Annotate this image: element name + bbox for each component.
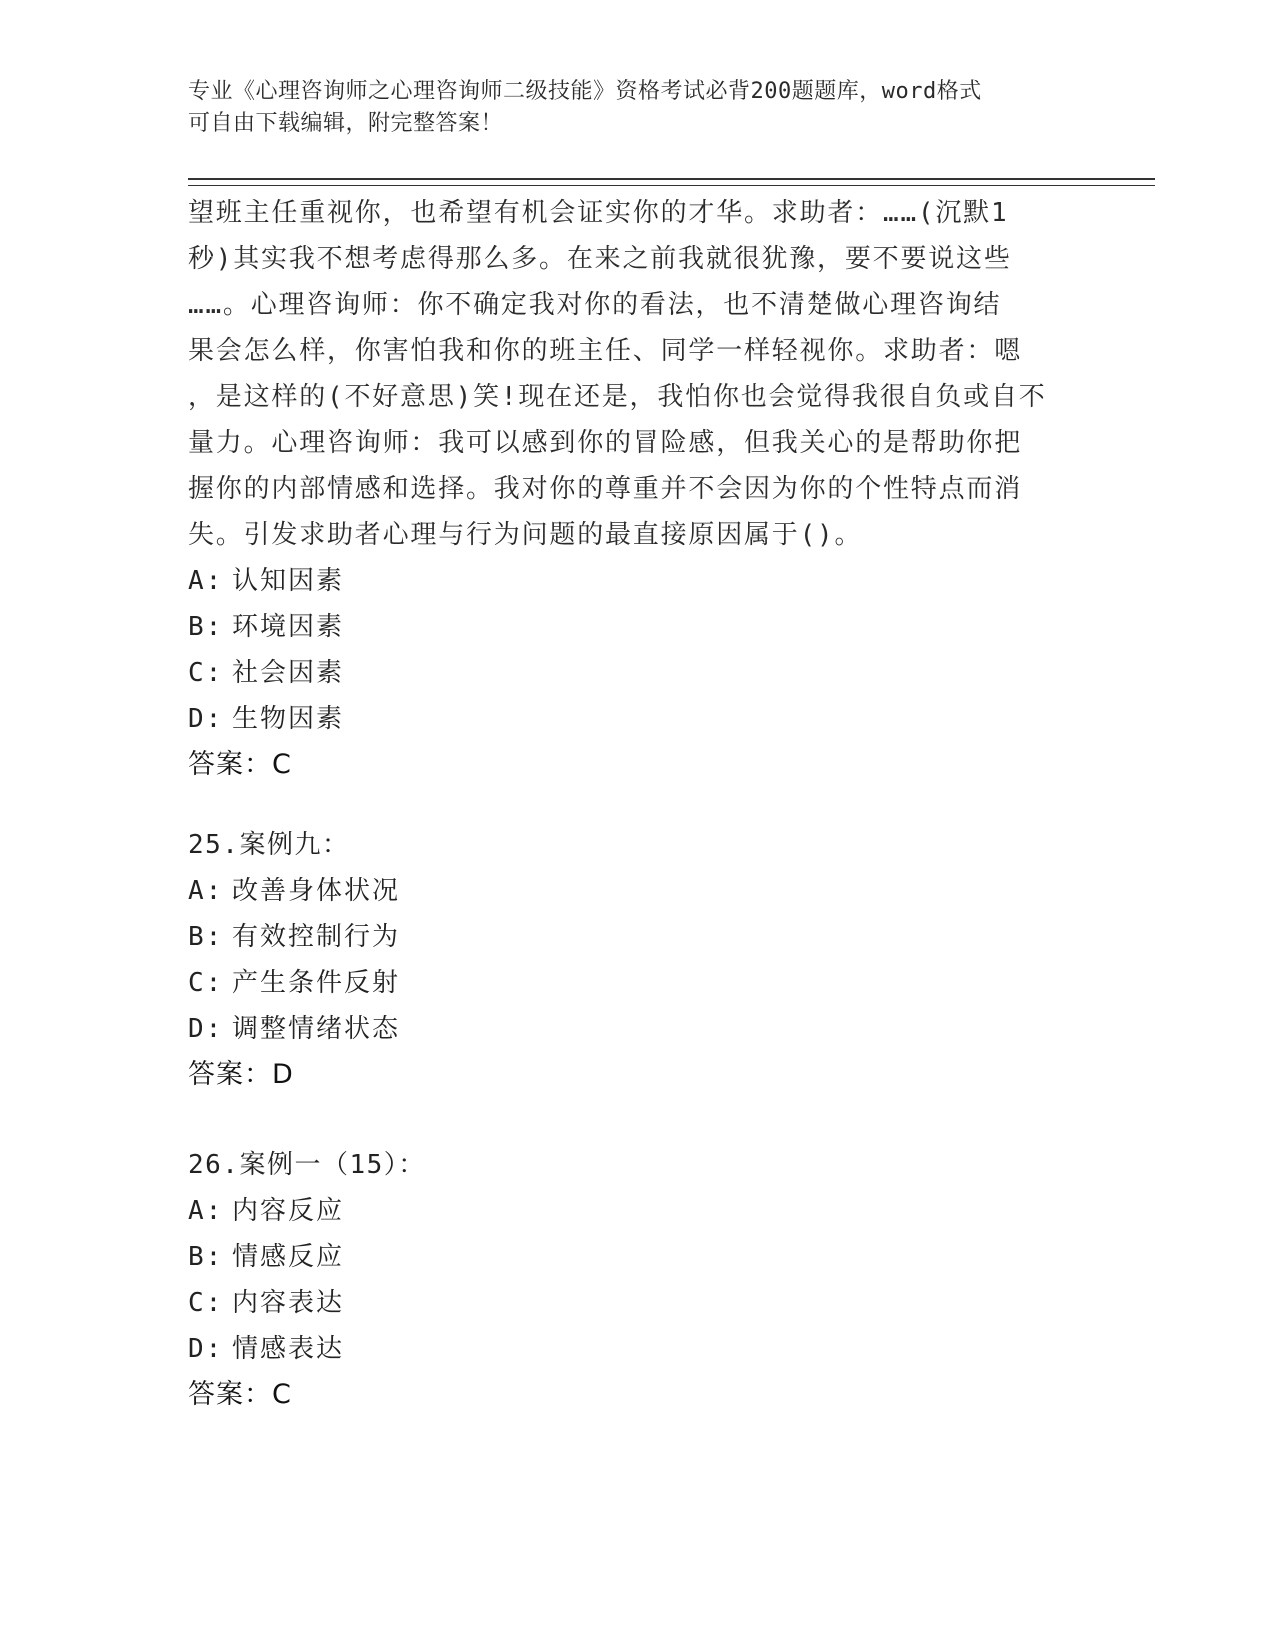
header-divider: [188, 178, 1155, 186]
stem-line: 握你的内部情感和选择。我对你的尊重并不会因为你的个性特点而消: [188, 474, 1023, 504]
header-line-2: 可自由下载编辑，附完整答案！: [188, 111, 504, 136]
option-letter: B:: [188, 612, 224, 642]
option-text: 内容表达: [232, 1288, 345, 1318]
option-text: 内容反应: [232, 1196, 345, 1226]
answer: 答案：C: [188, 749, 292, 780]
stem-line: 失。引发求助者心理与行为问题的最直接原因属于()。: [188, 520, 863, 550]
option-letter: D:: [188, 1334, 224, 1364]
option-a: [188, 1188, 788, 1234]
option-text: 生物因素: [232, 704, 345, 734]
option-letter: A:: [188, 1196, 224, 1226]
option-d: [188, 1326, 788, 1372]
option-letter: D:: [188, 704, 224, 734]
option-b: [188, 604, 788, 650]
option-b: [188, 1234, 788, 1280]
page-header: [188, 76, 1068, 140]
option-text: 情感表达: [232, 1334, 345, 1364]
question-title: 25.案例九：: [188, 830, 350, 860]
stem-line: ……。心理咨询师：你不确定我对你的看法，也不清楚做心理咨询结: [188, 290, 1002, 320]
option-letter: A:: [188, 566, 224, 596]
option-text: 情感反应: [232, 1242, 345, 1272]
header-line-1: 专业《心理咨询师之心理咨询师二级技能》资格考试必背200题题库，word格式: [188, 79, 982, 104]
option-text: 有效控制行为: [232, 922, 401, 952]
question-26: [188, 1142, 788, 1418]
stem-line: 量力。心理咨询师：我可以感到你的冒险感，但我关心的是帮助你把: [188, 428, 1023, 458]
option-text: 环境因素: [232, 612, 345, 642]
option-d: [188, 696, 788, 742]
stem-line: 秒)其实我不想考虑得那么多。在来之前我就很犹豫，要不要说这些: [188, 244, 1012, 274]
option-letter: C:: [188, 1288, 224, 1318]
option-letter: C:: [188, 658, 224, 688]
option-letter: A:: [188, 876, 224, 906]
question-24-stem: [188, 190, 1088, 558]
question-25: [188, 822, 788, 1098]
option-text: 社会因素: [232, 658, 345, 688]
option-text: 产生条件反射: [232, 968, 401, 998]
stem-line: 果会怎么样，你害怕我和你的班主任、同学一样轻视你。求助者：嗯: [188, 336, 1023, 366]
option-c: [188, 960, 788, 1006]
option-c: [188, 650, 788, 696]
stem-line: 望班主任重视你，也希望有机会证实你的才华。求助者：……(沉默1: [188, 198, 1009, 228]
option-b: [188, 914, 788, 960]
option-text: 改善身体状况: [232, 876, 401, 906]
answer: 答案：D: [188, 1059, 294, 1090]
question-title: 26.案例一（15）：: [188, 1150, 426, 1180]
option-letter: B:: [188, 1242, 224, 1272]
option-letter: D:: [188, 1014, 224, 1044]
option-letter: C:: [188, 968, 224, 998]
option-text: 调整情绪状态: [232, 1014, 401, 1044]
option-letter: B:: [188, 922, 224, 952]
option-a: [188, 558, 788, 604]
stem-line: ，是这样的(不好意思)笑!现在还是，我怕你也会觉得我很自负或自不: [188, 382, 1047, 412]
answer: 答案：C: [188, 1379, 292, 1410]
question-24-options: [188, 558, 788, 788]
option-text: 认知因素: [232, 566, 345, 596]
option-c: [188, 1280, 788, 1326]
option-d: [188, 1006, 788, 1052]
option-a: [188, 868, 788, 914]
